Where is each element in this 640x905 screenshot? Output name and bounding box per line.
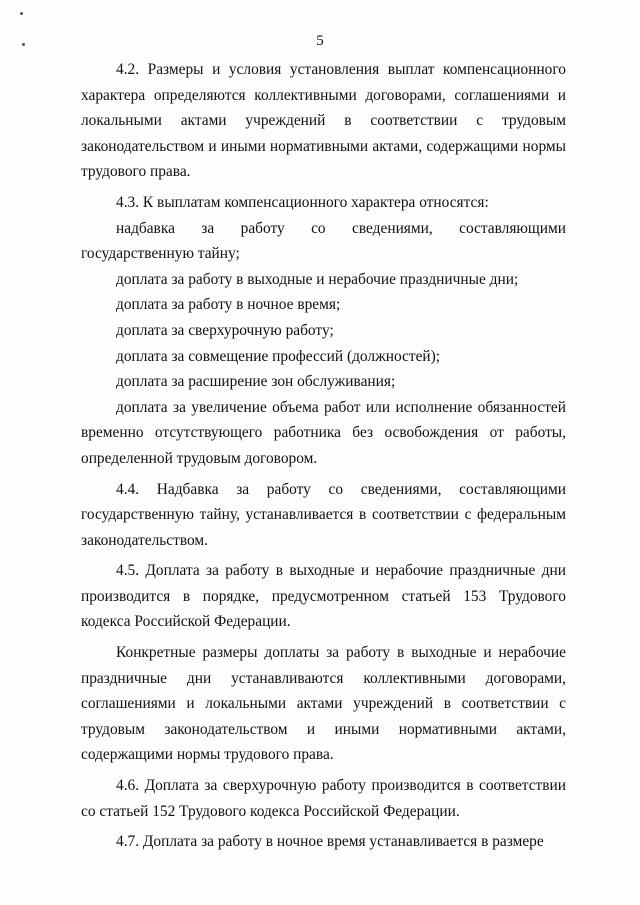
- list-item: доплата за сверхурочную работу;: [116, 321, 334, 339]
- page-number: 5: [316, 33, 324, 49]
- document-body: [81, 57, 566, 855]
- list-item: надбавка за работу со сведениями, составляющими государственную тайну;: [81, 219, 566, 263]
- scan-speck: [20, 12, 23, 15]
- list-item: доплата за совмещение профессий (должностей);: [116, 347, 441, 365]
- list-item: доплата за работу в выходные и нерабочие праздничные дни;: [116, 270, 519, 288]
- paragraph-4-6: 4.6. Доплата за сверхурочную работу производится в соответствии со статьей 152 Трудового кодекса Российской Федерации.: [81, 777, 566, 820]
- paragraph-4-4: 4.4. Надбавка за работу со сведениями, составляющими государственную тайну, устанавливается в соответствии с федеральным законодательством.: [81, 480, 566, 549]
- list-item: доплата за работу в ночное время;: [116, 296, 341, 314]
- paragraph-4-5: 4.5. Доплата за работу в выходные и нерабочие праздничные дни производится в порядке, предусмотренном статьей 153 Трудового кодекса Российской Федерации.: [81, 562, 566, 631]
- paragraph-4-2: 4.2. Размеры и условия установления выплат компенсационного характера определяются коллективными договорами, соглашениями и локальными актами учреждений в соответствии с трудовым законодательством и иными нормативными актами, содержащими нормы трудового права.: [81, 61, 566, 181]
- paragraph-4-3: 4.3. К выплатам компенсационного характера относятся:: [116, 193, 489, 211]
- list-item: доплата за увеличение объема работ или исполнение обязанностей временно отсутствующего работника без освобождения от работы, определенной трудовым договором.: [81, 398, 566, 467]
- paragraph-specific-amounts: Конкретные размеры доплаты за работу в выходные и нерабочие праздничные дни устанавливаются коллективными договорами, соглашениями и локальными актами учреждений в соответствии с трудовым законодательством и иными нормативными актами, содержащими нормы трудового права.: [81, 644, 566, 764]
- paragraph-4-7: 4.7. Доплата за работу в ночное время устанавливается в размере: [116, 833, 544, 851]
- list-item: доплата за расширение зон обслуживания;: [116, 373, 396, 391]
